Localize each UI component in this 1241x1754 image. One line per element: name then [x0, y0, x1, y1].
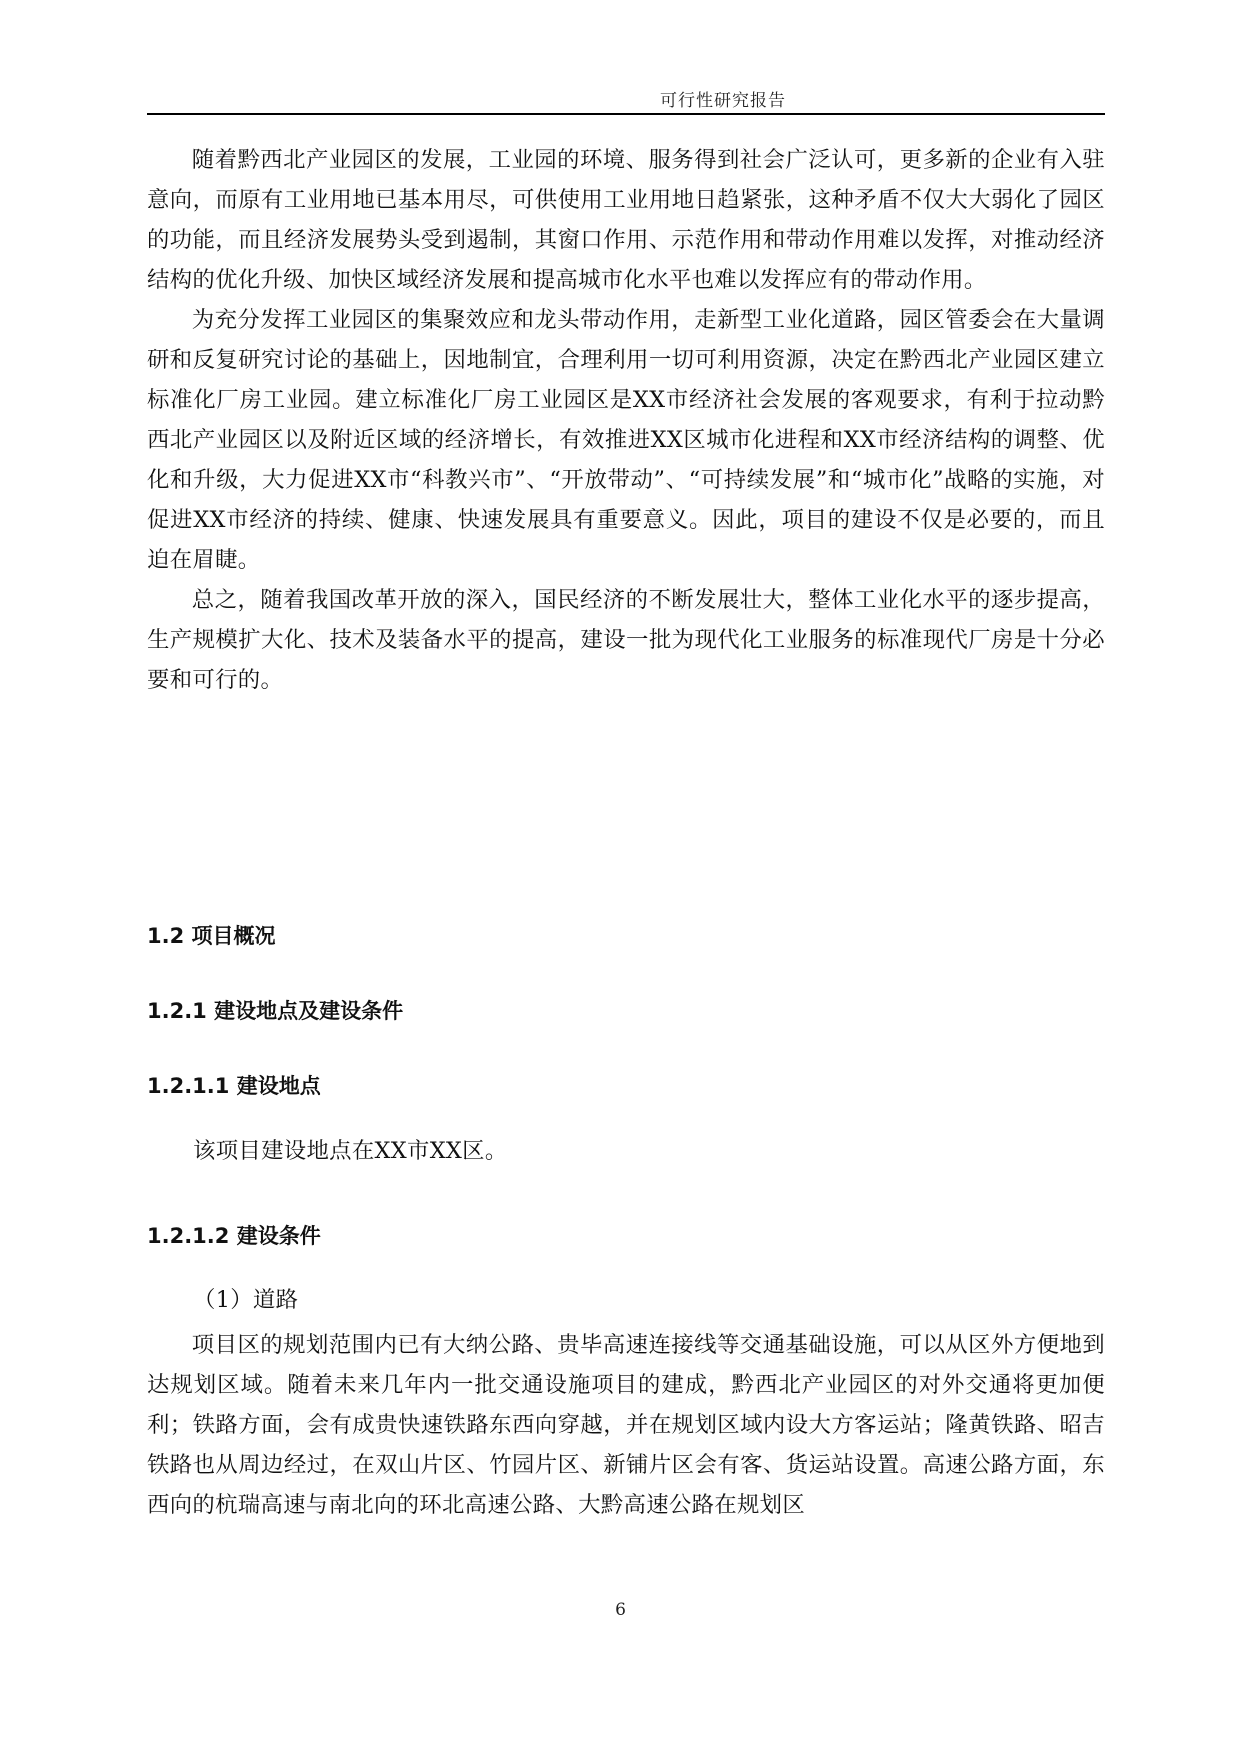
- location-text: 该项目建设地点在XX市XX区。: [193, 1138, 508, 1164]
- section-heading-1-2-1-2: 1.2.1.2 建设条件: [147, 1224, 321, 1248]
- road-paragraph: 项目区的规划范围内已有大纳公路、贵毕高速连接线等交通基础设施，可以从区外方便地到达规划区域。随着未来几年内一批交通设施项目的建成，黔西北产业园区的对外交通将更加便利；铁路方面，会有成贵快速铁路东西向穿越，并在规划区域内设大方客运站；隆黄铁路、昭吉铁路也从周边经过，在双山片区、竹园片区、新铺片区会有客、货运站设置。高速公路方面，东西向的杭瑞高速与南北向的环北高速公路、大黔高速公路在规划区: [147, 1332, 1105, 1518]
- header-rule: [147, 113, 1105, 115]
- page-number: 6: [615, 1600, 626, 1620]
- section-heading-1-2-1-1: 1.2.1.1 建设地点: [147, 1074, 321, 1098]
- running-header: 可行性研究报告: [660, 91, 786, 111]
- road-section: [147, 1325, 1105, 1525]
- paragraph-2: 为充分发挥工业园区的集聚效应和龙头带动作用，走新型工业化道路，园区管委会在大量调研和反复研究讨论的基础上，因地制宜，合理利用一切可利用资源，决定在黔西北产业园区建立标准化厂房工业园。建立标准化厂房工业园区是XX市经济社会发展的客观要求，有利于拉动黔西北产业园区以及附近区域的经济增长，有效推进XX区城市化进程和XX市经济结构的调整、优化和升级，大力促进XX市“科教兴市”、“开放带动”、“可持续发展”和“城市化”战略的实施，对促进XX市经济的持续、健康、快速发展具有重要意义。因此，项目的建设不仅是必要的，而且迫在眉睫。: [147, 307, 1105, 573]
- section-heading-1-2-1: 1.2.1 建设地点及建设条件: [147, 999, 404, 1023]
- road-label: （1）道路: [193, 1287, 299, 1313]
- body-text: [147, 140, 1105, 700]
- paragraph-1: 随着黔西北产业园区的发展，工业园的环境、服务得到社会广泛认可，更多新的企业有入驻意向，而原有工业用地已基本用尽，可供使用工业用地日趋紧张，这种矛盾不仅大大弱化了园区的功能，而且经济发展势头受到遏制，其窗口作用、示范作用和带动作用难以发挥，对推动经济结构的优化升级、加快区域经济发展和提高城市化水平也难以发挥应有的带动作用。: [147, 147, 1105, 293]
- section-heading-1-2: 1.2 项目概况: [147, 924, 276, 948]
- paragraph-3: 总之，随着我国改革开放的深入，国民经济的不断发展壮大，整体工业化水平的逐步提高，生产规模扩大化、技术及装备水平的提高，建设一批为现代化工业服务的标准现代厂房是十分必要和可行的。: [147, 587, 1105, 693]
